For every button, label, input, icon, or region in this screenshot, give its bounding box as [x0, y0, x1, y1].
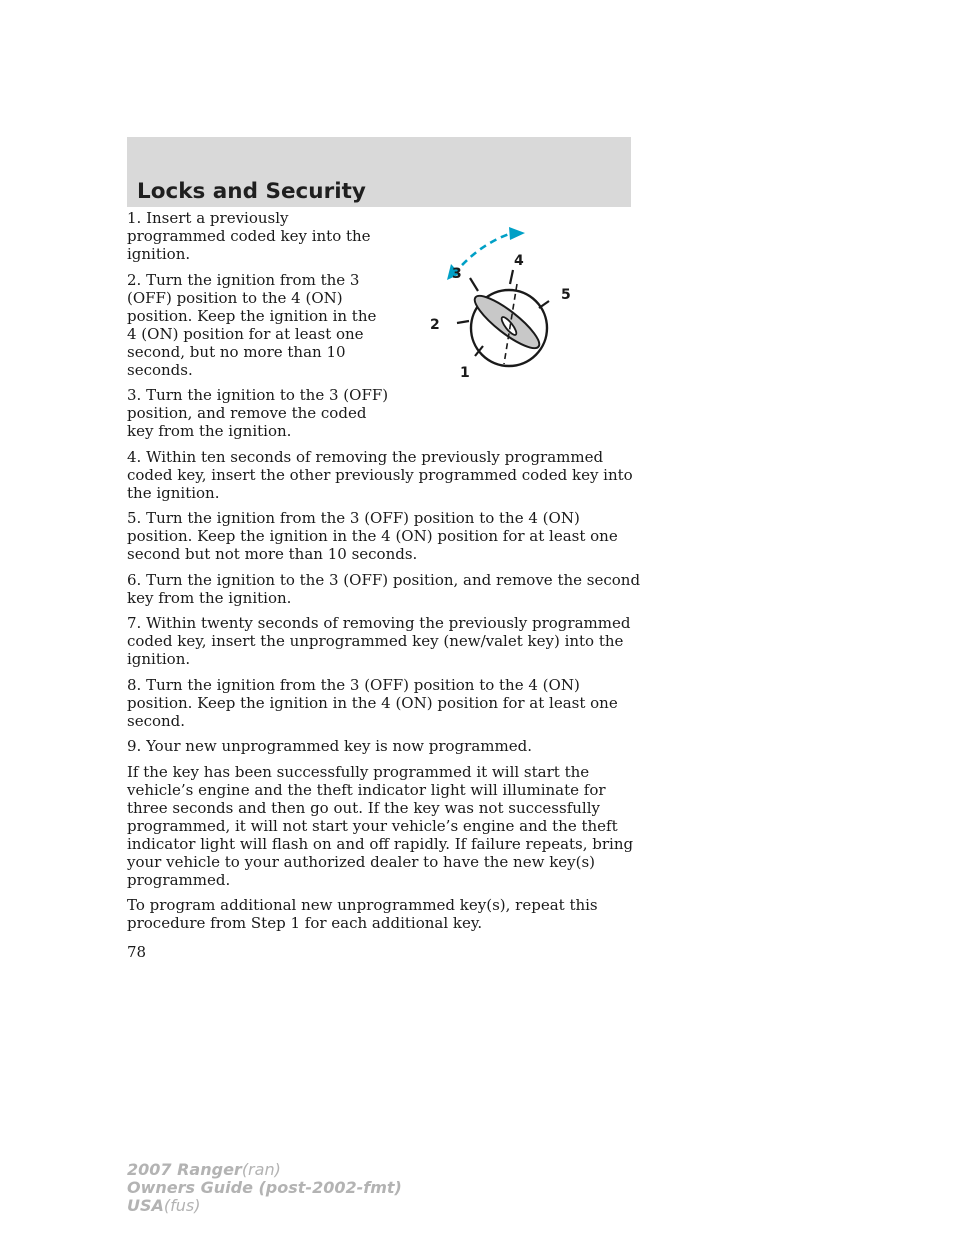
position-label-4: 4 [514, 253, 524, 269]
additional-keys-paragraph: To program additional new unprogrammed key(s), repeat this procedure from Step 1 for each additional key. [127, 896, 598, 932]
step-7: 7. Within twenty seconds of removing the previously programmed coded key, insert the unprogrammed key (new/valet key) into the ignition. [127, 614, 631, 668]
position-label-5: 5 [561, 287, 571, 303]
instructions-body [127, 209, 647, 940]
footer-line-1 [127, 1161, 402, 1179]
footer-market-code: (fus) [163, 1196, 201, 1215]
footer-info [127, 1161, 402, 1215]
footer-line-3 [127, 1197, 402, 1215]
step-2: 2. Turn the ignition from the 3 (OFF) position to the 4 (ON) position. Keep the ignition in the 4 (ON) position for at least one second, but no more than 10 seconds. [127, 270, 377, 379]
result-paragraph: If the key has been successfully programmed it will start the vehicle’s engine and the theft indicator light will illuminate for three seconds and then go out. If the key was not successfully programmed, it will not start your vehicle’s engine and the theft indicator light will flash on and off rapidly. If failure repeats, bring your vehicle to your authorized dealer to have the new key(s) programmed. [127, 762, 634, 889]
position-label-2: 2 [430, 317, 440, 333]
step-4: 4. Within ten seconds of removing the previously programmed coded key, insert the other previously programmed coded key into the ignition. [127, 447, 633, 502]
footer-guide-name: Owners Guide (post-2002-fmt) [127, 1178, 402, 1197]
position-label-3: 3 [452, 266, 462, 282]
step-9: 9. Your new unprogrammed key is now programmed. [127, 737, 532, 755]
footer-model: 2007 Ranger [127, 1160, 242, 1179]
footer-line-2 [127, 1179, 402, 1197]
step-3: 3. Turn the ignition to the 3 (OFF) position, and remove the coded key from the ignition. [127, 386, 389, 440]
position-label-1: 1 [460, 365, 470, 381]
step-8: 8. Turn the ignition from the 3 (OFF) position to the 4 (ON) position. Keep the ignition in the 4 (ON) position for at least one second. [127, 675, 618, 730]
footer-market: USA [127, 1196, 164, 1215]
section-header-band [127, 137, 631, 207]
step-5: 5. Turn the ignition from the 3 (OFF) position to the 4 (ON) position. Keep the ignition in the 4 (ON) position for at least one second but not more than 10 seconds. [127, 509, 618, 563]
page-number: 78 [127, 943, 147, 961]
step-1: 1. Insert a previously programmed coded key into the ignition. [127, 209, 371, 263]
section-title: Locks and Security [137, 179, 366, 204]
step-6: 6. Turn the ignition to the 3 (OFF) position, and remove the second key from the ignition. [127, 570, 641, 607]
footer-model-code: (ran) [241, 1160, 281, 1179]
